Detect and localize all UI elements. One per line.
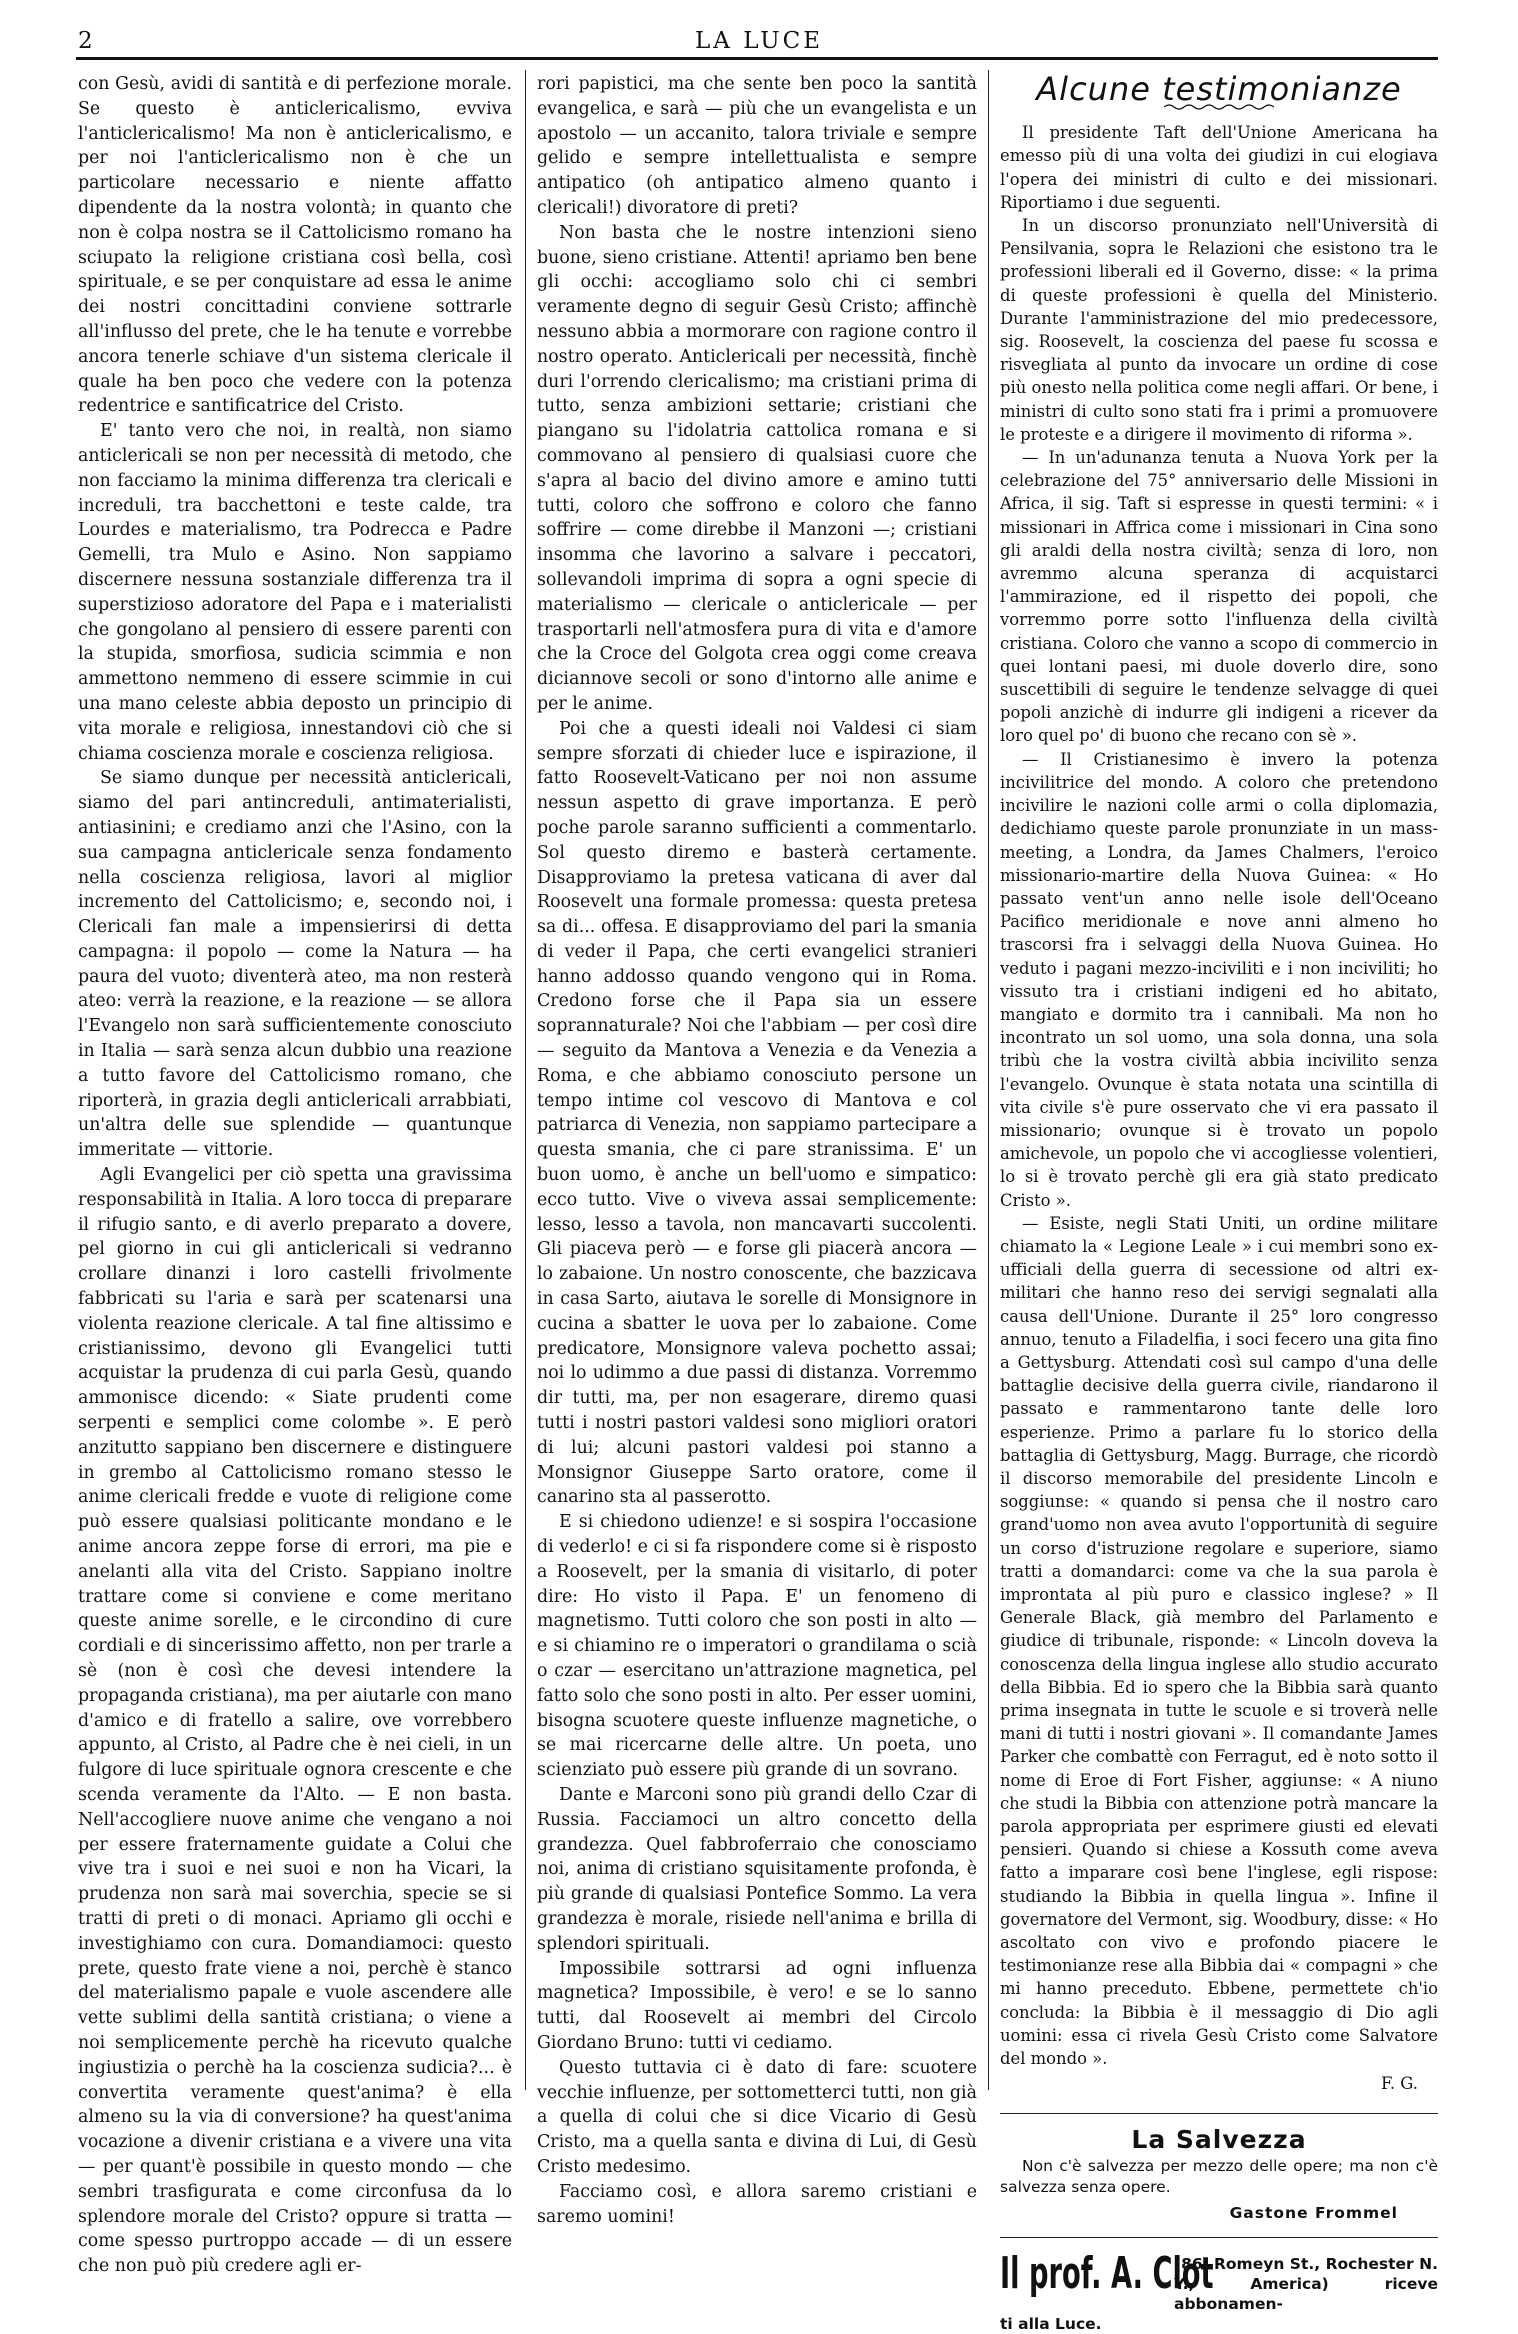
article-paragraph: E si chiedono udienze! e si sospira l'occasione di vederlo! e ci si fa rispondere come si è risposto a Roosevelt, per la smania di visitarlo, di poter dire: Ho visto il Papa. E' un fenomeno di magnetismo. Tutti coloro che son posti in alto — e si chiamino re o imperatori o grandilama o scià o czar — esercitano un'attrazione magnetica, pel fatto solo che sono posti in alto. Per esser uomini, bisogna scuotere queste influenze magnetiche, o se mai ricercarne delle altre. Un poeta, uno scienziato può essere più grande di un sovrano.: [537, 1512, 977, 1781]
article-paragraph: Poi che a questi ideali noi Valdesi ci siam sempre sforzati di chieder luce e ispirazione, il fatto Roosevelt-Vaticano per noi non assume nessun aspetto di grave importanza. E però poche parole saranno sufficienti a commentarlo. Sol questo diremo e basterà certamente. Disapproviamo la pretesa vaticana di aver dal Roosevelt una formale promessa: questa pretesa sa di... offesa. E disapproviamo del pari la smania di veder il Papa, che certi evangelici stranieri hanno addosso quando vengono qui in Roma. Credono forse che il Papa sia un essere soprannaturale? Noi che l'abbiam — per così dire — seguito da Mantova a Venezia e da Venezia a Roma, e che abbiamo conosciuto persone un tempo intime col vescovo di Mantova e col patriarca di Venezia, non sappiamo partecipare a questa smania, che ci pare stranissima. E' un buon uomo, è anche un bell'uomo e simpatico: ecco tutto. Vive o viveva assai semplicemente: lesso, lesso a tavola, non mancavarti succolenti. Gli piaceva però — e forse gli piacerà ancora — lo zabaione. Un nostro conoscente, che bazzicava in casa Sarto, aiutava le sorelle di Monsignore in cucina a sbatter le uova per lo zabaione. Come predicatore, Monsignore valeva pochetto assai; noi lo udimmo a due passi di distanza. Vorremmo dir tutti, ma, per non esagerare, diremo quasi tutti i nostri pastori valdesi sono migliori oratori di lui; alcuni pastori valdesi poi stanno a Monsignor Giuseppe Sarto oratore, come il canarino sta al passerotto.: [537, 718, 977, 1508]
article-paragraph: Impossibile sottrarsi ad ogni influenza magnetica? Impossibile, è vero! e se lo sanno tutti, dal Roosevelt ai membri del Circolo Giordano Bruno: tutti vi cediamo.: [537, 1958, 977, 2053]
subscription-notice: [1000, 2247, 1438, 2314]
article-paragraph: E' tanto vero che noi, in realtà, non siamo anticlericali se non per necessità di metodo, che non facciamo la minima differenza tra clericali e increduli, tra bacchettoni e teste calde, tra Lourdes e materialismo, tra Podrecca e Padre Gemelli, tra Mulo e Asino. Non sappiamo discernere nessuna sostanziale differenza tra il superstizioso adoratore del Papa e i materialisti che gongolano al pensiero di essere parenti con la stupida, smorfiosa, sudicia scimmia e non ammettono nemmeno di essere scimmie in cui una mano celeste abbia deposto un principio di vita morale e religiosa, innestandovi ciò che si chiama coscienza morale e coscienza religiosa.: [78, 421, 512, 764]
column-divider: [525, 70, 526, 2090]
column-divider: [988, 70, 989, 2090]
article-paragraph: Se siamo dunque per necessità anticlericali, siamo del pari antincreduli, antimaterialisti, antiasinini; e crediamo anzi che l'Asino, con la sua campagna anticlericale senza fondamento nella coscienza religiosa, lavori al miglior incremento del Cattolicismo; e, secondo noi, i Clericali fan male a impensierirsi di detta campagna: il popolo — come la Natura — ha paura del vuoto; diventerà ateo, ma non resterà ateo: verrà la reazione, e la reazione — se allora l'Evangelo non sarà sufficientemente conosciuto in Italia — sarà senza alcun dubbio una reazione a tutto favore del Cattolicismo romano, che riporterà, in grazia degli anticlericali arrabbiati, un'altra delle sue splendide — quantunque immeritate — vittorie.: [78, 768, 512, 1161]
quote-author: Gastone Frommel: [1229, 2203, 1398, 2222]
article-paragraph: Non basta che le nostre intenzioni sieno buone, sieno cristiane. Attenti! apriamo ben bene gli occhi: accogliamo solo chi ci sembri veramente degno di seguir Gesù Cristo; affinchè nessuno abbia a mormorare con ragione contro il nostro operato. Anticlericali per necessità, finchè duri l'orrendo clericalismo; ma cristiani prima di tutto, senza ambizioni settarie; cristiani che piangano su l'idolatria cattolica romana e si commovano al pensiero di qualsiasi cuore che s'apra al bacio del divino amore e amino tutti tutti, coloro che soffrono e coloro che fanno soffrire — come direbbe il Manzoni —; cristiani insomma che lavorino a salvare i peccatori, sollevandoli imprima di sopra a ogni specie di materialismo — clericale o anticlericale — per trasportarli nell'atmosfera pura di vita e d'amore che la Croce del Golgota crea oggi come creava diciannove secoli or sono d'intorno alle anime e per le anime.: [537, 222, 977, 714]
article-paragraph: con Gesù, avidi di santità e di perfezione morale. Se questo è anticlericalismo, evviva l'anticlericalismo! Ma non è anticlericalismo, e per noi l'anticlericalismo non è che un particolare necessario e niente affatto dipendente da la nostra volontà; in quanto che non è colpa nostra se il Cattolicismo romano ha sciupato la religione cristiana così bella, così spirituale, e se per conquistare ad essa le anime dei nostri concittadini conviene sottrarle all'influsso del prete, che le ha tenute e vorrebbe ancora tenerle schiave d'un sistema clericale il quale ha ben poco che vedere con la potenza redentrice e santificatrice del Cristo.: [78, 74, 512, 417]
quote-text: Non c'è salvezza per mezzo delle opere; ma non c'è salvezza senza opere.: [1000, 2156, 1438, 2196]
article-paragraph: In un discorso pronunziato nell'Università di Pensilvania, sopra le Relazioni che esistono tra le professioni liberali ed il Governo, disse: « la prima di queste professioni è quella del Ministerio. Durante l'amministrazione del mio predecessore, sig. Roosevelt, la coscienza del paese fu scossa e risvegliata al punto da invocare un ordine di cose più onesto nella politica come negli affari. Or bene, i ministri di culto sono stati fra i primi a promuovere le proteste e a dirigere il movimento di riforma ».: [1000, 216, 1438, 444]
article-column-1: [78, 72, 512, 2279]
article-paragraph: Dante e Marconi sono più grandi dello Czar di Russia. Facciamoci un altro concetto della grandezza. Quel fabbroferraio che conosciamo noi, anima di cristiano squisitamente profonda, è più grande di qualsiasi Pontefice Sommo. La vera grandezza è morale, risiede nell'anima e brilla di splendori spirituali.: [537, 1784, 977, 1954]
article-paragraph: — Esiste, negli Stati Uniti, un ordine militare chiamato la « Legione Leale » i cui membri sono ex-ufficiali della guerra di secessione od altri ex-militari che hanno reso dei servigi segnalati alla causa dell'Unione. Durante il 25° loro congresso annuo, tenuto a Filadelfia, i soci fecero una gita fino a Gettysburg. Attendati così sul campo d'una delle battaglie decisive della guerra civile, riandarono il passato e rammentarono tante delle loro esperienze. Primo a parlare fu lo storico della battaglia di Gettysburg, Magg. Burrage, che ricordò il discorso memorabile del presidente Lincoln e soggiunse: « quando si pensa che il nostro caro grand'uomo non avea avuto l'opportunità di seguire un corso d'istruzione regolare e superiore, siamo tratti a domandarci: come va che la sua parola è improntata al più puro e classico inglese? » Il Generale Black, già membro del Parlamento e giudice di tribunale, risponde: « Lincoln doveva la conoscenza della lingua inglese allo studio accurato della Bibbia. Ed io spero che la Bibbia sarà quanto prima insegnata in tutte le scuole e si troverà nelle mani di tutti i nostri giovani ». Il comandante James Parker che combattè con Ferragut, ed è noto sotto il nome di Eroe di Fort Fisher, aggiunse: « A niuno che studi la Bibbia con attenzione potrà mancare la parola appropriata per esprimere giusti ed elevati pensieri. Quando si chiese a Kossuth come aveva fatto a imparare così bene l'inglese, egli rispose: studiando la Bibbia in quella lingua ». Infine il governatore del Vermont, sig. Woodbury, disse: « Ho ascoltato con vivo e profondo piacere le testimonianze rese alla Bibbia dai « compagni » che mi hanno preceduto. Ebbene, permettete ch'io concluda: la Bibbia è il messaggio di Dio agli uomini: essa ci rivela Gesù Cristo come Salvatore del mondo ».: [1000, 1213, 1438, 2069]
article-paragraph: Il presidente Taft dell'Unione Americana ha emesso più di una volta dei giudizi in cui elogiava l'opera dei ministri di culto e dei missionari. Riportiamo i due seguenti.: [1000, 123, 1438, 212]
notice-name: Il prof. A. Clot: [1000, 2247, 1214, 2299]
article-paragraph: — Il Cristianesimo è invero la potenza incivilitrice del mondo. A coloro che pretendono incivilire le nazioni colle armi o colla diplomazia, dedichiamo queste parole pronunziate in un mass-meeting, a Londra, da James Chalmers, l'eroico missionario-martire della Nuova Guinea: « Ho passato vent'un anno nelle isole dell'Oceano Pacifico meridionale e nove anni almeno ho trascorsi fra i selvaggi della Nuova Guinea. Ho veduto i pagani mezzo-inciviliti e i non inciviliti; ho vissuto tra i cristiani indigeni ed ho abitato, mangiato e dormito tra i cannibali. Ma non ho incontrato un sol uomo, una sola donna, una sola tribù che la vostra civiltà abbia incivilito senza l'evangelo. Ovunque è stata notata una scintilla di vita civile s'è pure osservato che vi era passato il missionario; ovunque si è trovato un popolo amichevole, un popolo che vi accogliesse volentieri, lo si è trovato perchè gli era già stato predicato Cristo ».: [1000, 749, 1438, 1210]
header-rule: [76, 57, 1438, 60]
article-column-2: [537, 72, 977, 2229]
article-column-3: [1000, 72, 1438, 2334]
notice-tail: ti alla Luce.: [1000, 2314, 1102, 2333]
article-paragraph: rori papistici, ma che sente ben poco la santità evangelica, e sarà — più che un evangelista e un apostolo — un accanito, talora triviale e sempre gelido e sempre intellettualista e sempre antipatico (oh antipatico almeno quanto i clericali!) divoratore di preti?: [537, 74, 977, 218]
section-divider: [1000, 2113, 1438, 2114]
article-paragraph: — In un'adunanza tenuta a Nuova York per la celebrazione del 75° anniversario delle Missioni in Africa, il sig. Taft si espresse in questi termini: « i missionari in Affrica come i missionari in Cina sono gli araldi della nostra civiltà; senza di loro, non avremmo alcuna speranza di acquistarci l'ammirazione, ed il rispetto dei popoli, che vorremmo porre sotto l'influenza della civiltà cristiana. Coloro che vanno a scopo di commercio in quei lontani paesi, mi duole doverlo dire, sono suscettibili di seguire le tendenze selvagge di quei popoli anzichè di indurre gli indigeni a ricever da loro quel po' di buono che recano con sè ».: [1000, 448, 1438, 746]
section-heading: Alcune testimonianze: [1036, 70, 1402, 108]
article-paragraph: Facciamo così, e allora saremo cristiani e saremo uomini!: [537, 2181, 977, 2227]
page-number: 2: [78, 28, 93, 54]
article-paragraph: Questo tuttavia ci è dato di fare: scuotere vecchie influenze, per sottometterci tutti, non già a quella di colui che si dice Vicario di Gesù Cristo, ma a quella santa e divina di Lui, di Gesù Cristo medesimo.: [537, 2057, 977, 2177]
newspaper-title: LA LUCE: [695, 28, 823, 54]
section-divider: [1000, 2237, 1438, 2238]
quote-box-title: La Salvezza: [1131, 2125, 1307, 2155]
article-signature: F. G.: [1381, 2074, 1418, 2094]
notice-text: (86, Romeyn St., Rochester N. Y., America) riceve abbonamen-: [1174, 2254, 1438, 2313]
article-paragraph: Agli Evangelici per ciò spetta una gravissima responsabilità in Italia. A loro tocca di preparare il rifugio santo, e di averlo preparato a dovere, pel giorno in cui gli anticlericali si vedranno crollare dinanzi i loro castelli frivolmente fabbricati su l'aria e sarà per scatenarsi una violenta reazione clericale. A tal fine altissimo e cristianissimo, devono gli Evangelici tutti acquistar la prudenza di cui parla Gesù, quando ammonisce dicendo: « Siate prudenti come serpenti e semplici come colombe ». E però anzitutto sappiano ben discernere e distinguere in grembo al Cattolicismo romano stesso le anime clericali fredde e vuote di religione come può essere qualsiasi politicante mondano e le anime ancora zeppe forse di errori, ma pie e anelanti alla vita del Cristo. Sappiano inoltre trattare come si conviene e come meritano queste anime sorelle, e le circondino di cure cordiali e di sincerissimo affetto, non per trarle a sè (non è così che devesi intendere la propaganda cristiana), ma per aiutarle con mano d'amico e di fratello a salire, ove vorrebbero appunto, al Cristo, al Padre che è nei cieli, in un fulgore di luce spirituale ognora crescente e che scenda veramente da l'Alto. — E non basta. Nell'accogliere nuove anime che vengano a noi per essere fraternamente guidate a Colui che vive tra i suoi e nei suoi e non ha Vicari, la prudenza non sarà mai soverchia, specie se si tratti di preti o di monaci. Apriamo gli occhi e investighiamo con cura. Domandiamoci: questo prete, questo frate viene a noi, perchè è stanco del materialismo papale e vuole ascendere alle vette sublimi della santità cristiana; o viene a noi semplicemente perchè ha ricevuto qualche ingiustizia o perchè ha la coscienza sudicia?... è convertita veramente quest'anima? è ella almeno su la via di conversione? ha quest'anima vocazione a divenir cristiana e a vivere una vita — per quant'è possibile in questo mondo — che sembri trasfigurata e come circonfusa da lo splendore morale del Cristo? oppure si tratta — come spesso purtroppo accade — di un essere che non può più credere agli er-: [78, 1165, 512, 2277]
